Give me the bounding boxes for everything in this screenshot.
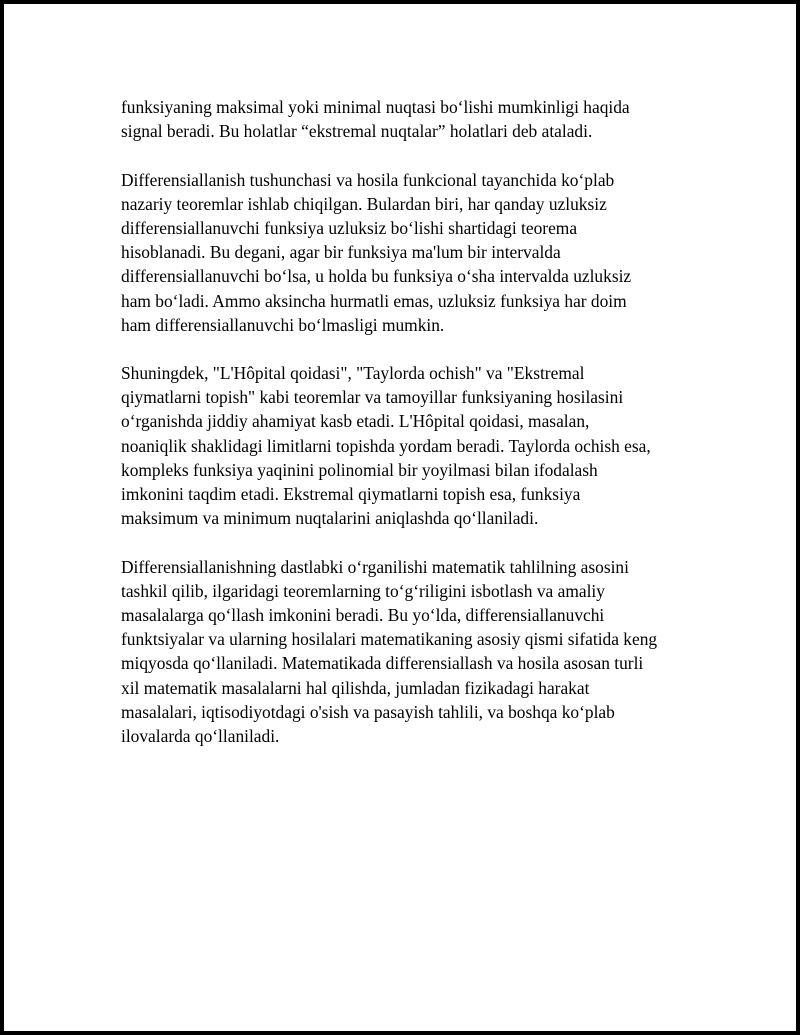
text-line: hisoblanadi. Bu degani, agar bir funksiya ma'lum bir intervalda <box>121 242 561 263</box>
paragraph-2 <box>121 168 696 337</box>
document-body <box>121 95 696 772</box>
text-line: masalalarga qo‘llash imkonini beradi. Bu yo‘lda, differensiallanuvchi <box>121 604 605 625</box>
text-line: miqyosda qo‘llaniladi. Matematikada differensiallash va hosila asosan turli <box>121 653 644 674</box>
text-line: Shuningdek, "L'Hôpital qoidasi", "Taylorda ochish" va "Ekstremal <box>121 363 585 384</box>
text-line: funktsiyalar va ularning hosilalari matematikaning asosiy qismi sifatida keng <box>121 629 658 650</box>
text-line: kompleks funksiya yaqinini polinomial bir yoyilmasi bilan ifodalash <box>121 459 598 480</box>
paragraph-4 <box>121 555 696 749</box>
text-line: ham bo‘ladi. Ammo aksincha hurmatli emas, uzluksiz funksiya har doim <box>121 290 627 311</box>
text-line: noaniqlik shaklidagi limitlarni topishda yordam beradi. Taylorda ochish esa, <box>121 435 651 456</box>
text-line: Differensiallanishning dastlabki o‘rganilishi matematik tahlilning asosini <box>121 556 629 577</box>
text-line: maksimum va minimum nuqtalarini aniqlashda qo‘llaniladi. <box>121 508 539 529</box>
text-line: nazariy teoremlar ishlab chiqilgan. Bulardan biri, har qanday uzluksiz <box>121 193 607 214</box>
text-line: differensiallanuvchi bo‘lsa, u holda bu funksiya o‘sha intervalda uzluksiz <box>121 266 632 287</box>
text-line: funksiyaning maksimal yoki minimal nuqtasi bo‘lishi mumkinligi haqida <box>121 97 630 117</box>
paragraph-3 <box>121 361 696 530</box>
text-line: ham differensiallanuvchi bo‘lmasligi mumkin. <box>121 314 445 335</box>
text-line: signal beradi. Bu holatlar “ekstremal nuqtalar” holatlari deb ataladi. <box>121 121 593 142</box>
text-line: xil matematik masalalarni hal qilishda, jumladan fizikadagi harakat <box>121 677 590 698</box>
text-line: tashkil qilib, ilgaridagi teoremlarning to‘g‘riligini isbotlash va amaliy <box>121 580 605 601</box>
text-line: o‘rganishda jiddiy ahamiyat kasb etadi. L'Hôpital qoidasi, masalan, <box>121 411 590 432</box>
text-line: qiymatlarni topish" kabi teoremlar va tamoyillar funksiyaning hosilasini <box>121 387 624 408</box>
text-line: masalalari, iqtisodiyotdagi o'sish va pasayish tahlili, va boshqa ko‘plab <box>121 701 615 722</box>
text-line: imkonini taqdim etadi. Ekstremal qiymatlarni topish esa, funksiya <box>121 484 581 504</box>
text-line: Differensiallanish tushunchasi va hosila funkcional tayanchida ko‘plab <box>121 169 615 190</box>
paragraph-1 <box>121 95 696 143</box>
text-line: differensiallanuvchi funksiya uzluksiz bo‘lishi shartidagi teorema <box>121 217 578 238</box>
text-line: ilovalarda qo‘llaniladi. <box>121 725 280 746</box>
